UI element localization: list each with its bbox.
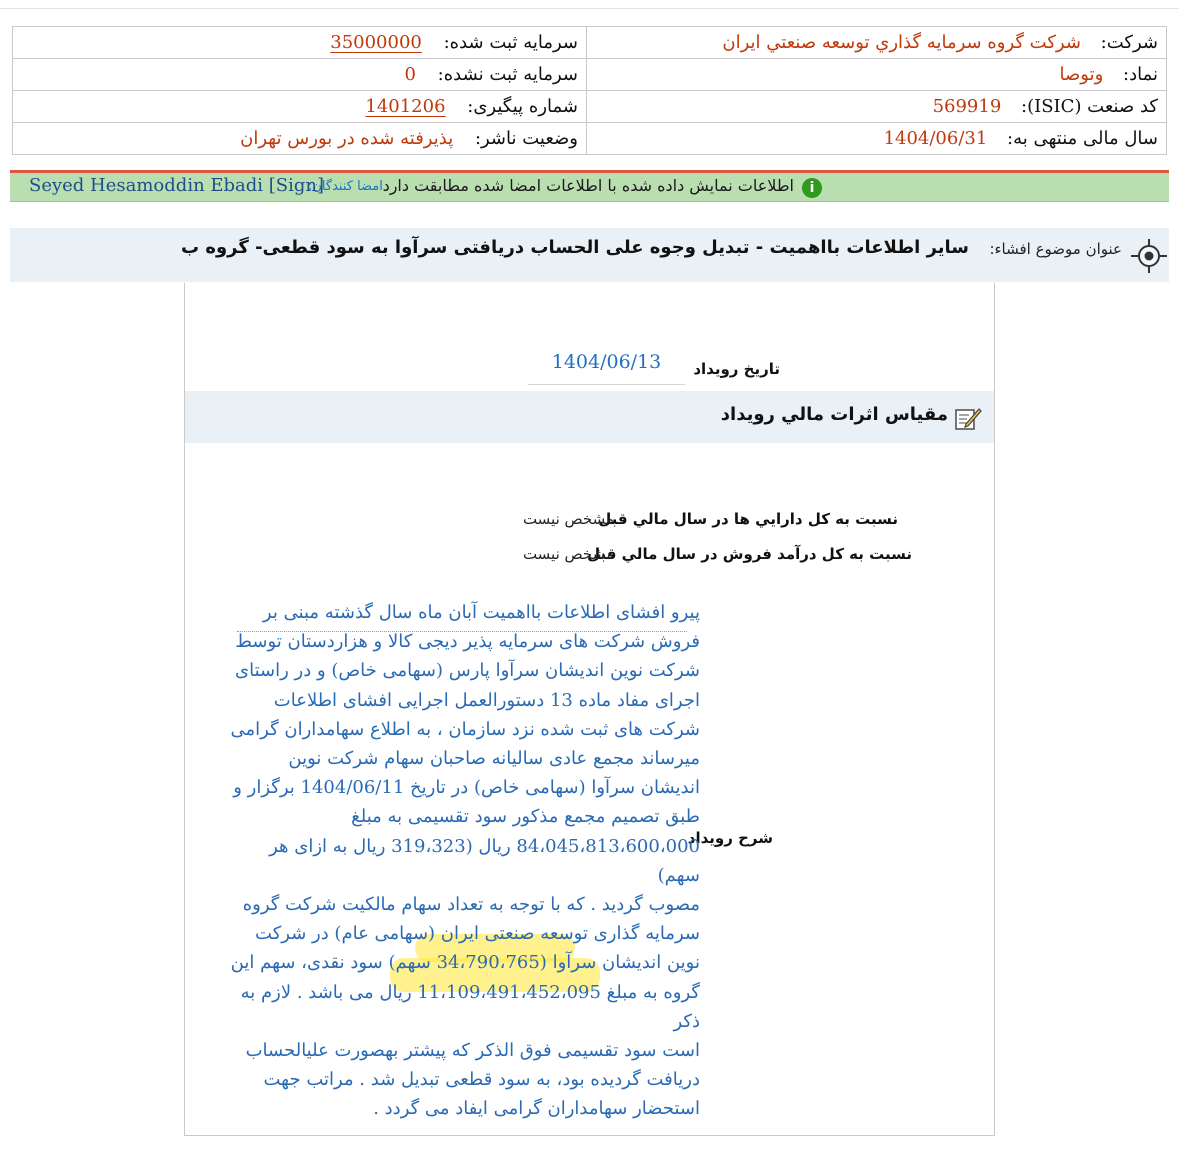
publisher-status-cell (13, 123, 587, 155)
description-line: طبق تصمیم مجمع مذکور سود تقسیمی به مبلغ (351, 806, 700, 828)
company-label: شرکت: (1100, 32, 1158, 53)
description-line: اجرای مفاد ماده 13 دستورالعمل اجرایی افشای اطلاعات (273, 689, 700, 711)
symbol-label: نماد: (1123, 64, 1158, 85)
description-line: 84،045،813،600،000 ریال (319،323 ریال به ازای هر سهم) (269, 835, 700, 886)
description-line: فروش شرکت های سرمایه پذیر دیجی کالا و هزاردستان توسط (235, 631, 700, 653)
publisher-status-label: وضعیت ناشر: (474, 128, 578, 149)
description-line: شرکت های ثبت شده نزد سازمان ، به اطلاع سهامداران گرامی (230, 718, 700, 740)
company-info-table (12, 26, 1167, 155)
tracking-cell (13, 91, 587, 123)
fiscal-year-label: سال مالی منتهی به: (1007, 128, 1158, 149)
event-panel (184, 283, 995, 1136)
isic-cell (587, 91, 1167, 123)
revenue-ratio-value: مشخص نيست (522, 545, 614, 563)
description-line: دریافت گردیده بود، به سود قطعی تبدیل شد . مراتب جهت (263, 1069, 700, 1091)
info-row (13, 123, 1167, 155)
info-row (13, 27, 1167, 59)
info-row (13, 91, 1167, 123)
assets-ratio-label: نسبت به کل دارايي ها در سال مالي قبل (598, 510, 898, 528)
event-date-label: تاريخ رويداد (693, 360, 780, 378)
description-line: میرساند مجمع عادی سالیانه صاحبان سهام شرکت نوین (288, 748, 700, 770)
info-row (13, 59, 1167, 91)
company-value: شرکت گروه سرمايه گذاري توسعه صنعتي ايران (722, 32, 1081, 53)
registered-capital-link[interactable]: 35000000 (330, 32, 422, 53)
fiscal-year-value: 1404/06/31 (883, 128, 988, 149)
unregistered-capital-label: سرمایه ثبت نشده: (437, 64, 578, 85)
crosshair-icon (1131, 238, 1167, 274)
description-line: شرکت نوین اندیشان سرآوا پارس (سهامی خاص) و در راستای (235, 660, 700, 682)
unregistered-capital-cell (13, 59, 587, 91)
section-title: مقياس اثرات مالي رويداد (720, 404, 948, 425)
subject-title: سایر اطلاعات بااهمیت - تبدیل وجوه علی الحساب دریافتی سرآوا به سود قطعی- گروه ب (180, 237, 969, 258)
description-label: شرح رويداد (687, 829, 773, 847)
signature-status-bar (10, 170, 1169, 202)
assets-ratio-value: مشخص نيست (522, 510, 614, 528)
isic-value: 569919 (932, 96, 1002, 117)
signers-label: امضا کنندگان: (308, 179, 383, 194)
revenue-ratio-label: نسبت به کل درآمد فروش در سال مالي قبل (587, 545, 912, 563)
description-line: سرمایه گذاری توسعه صنعتی ایران (سهامی عام) در شرکت (255, 923, 700, 945)
description-line: مصوب گردید . که با توجه به تعداد سهام مالکیت شرکت گروه (242, 894, 700, 916)
description-line: است سود تقسیمی فوق الذکر که پیشتر بهصورت علیالحساب (245, 1040, 700, 1062)
company-cell (587, 27, 1167, 59)
description-line: استحضار سهامداران گرامی ایفاد می گردد . (373, 1098, 700, 1120)
signer-name-link[interactable]: Seyed Hesamoddin Ebadi [Sign] (29, 175, 325, 196)
event-description (230, 598, 700, 1124)
symbol-value: وتوصا (1059, 64, 1104, 85)
description-line: نوین اندیشان سرآوا (34،790،765 سهم) سود نقدی، سهم این (230, 952, 700, 974)
symbol-cell (587, 59, 1167, 91)
date-underline (528, 384, 685, 385)
unregistered-capital-value: 0 (404, 64, 416, 85)
description-line: پیرو افشای اطلاعات بااهمیت آبان ماه سال گذشته مبنی بر (262, 602, 700, 623)
publisher-status-value: پذيرفته شده در بورس تهران (240, 128, 454, 149)
registered-capital-cell (13, 27, 587, 59)
description-line: اندیشان سرآوا (سهامی خاص) در تاریخ 1404/06/11 برگزار و (233, 777, 700, 799)
disclosure-subject-bar (10, 228, 1169, 282)
edit-document-icon (954, 405, 982, 431)
event-date-value: 1404/06/13 (551, 351, 662, 373)
info-icon: i (802, 178, 822, 198)
isic-label: کد صنعت (ISIC): (1021, 96, 1158, 117)
subject-label: عنوان موضوع افشاء: (989, 240, 1122, 258)
signature-match-message: اطلاعات نمایش داده شده با اطلاعات امضا شده مطابقت دارد (382, 176, 794, 195)
tracking-number-link[interactable]: 1401206 (365, 96, 446, 117)
financial-effects-header (185, 391, 994, 443)
registered-capital-label: سرمایه ثبت شده: (443, 32, 578, 53)
tracking-label: شماره پیگیری: (467, 96, 578, 117)
description-line: گروه به مبلغ 11،109،491،452،095 ریال می باشد . لازم به ذکر (240, 981, 700, 1032)
top-divider (0, 8, 1179, 9)
fiscal-year-cell (587, 123, 1167, 155)
